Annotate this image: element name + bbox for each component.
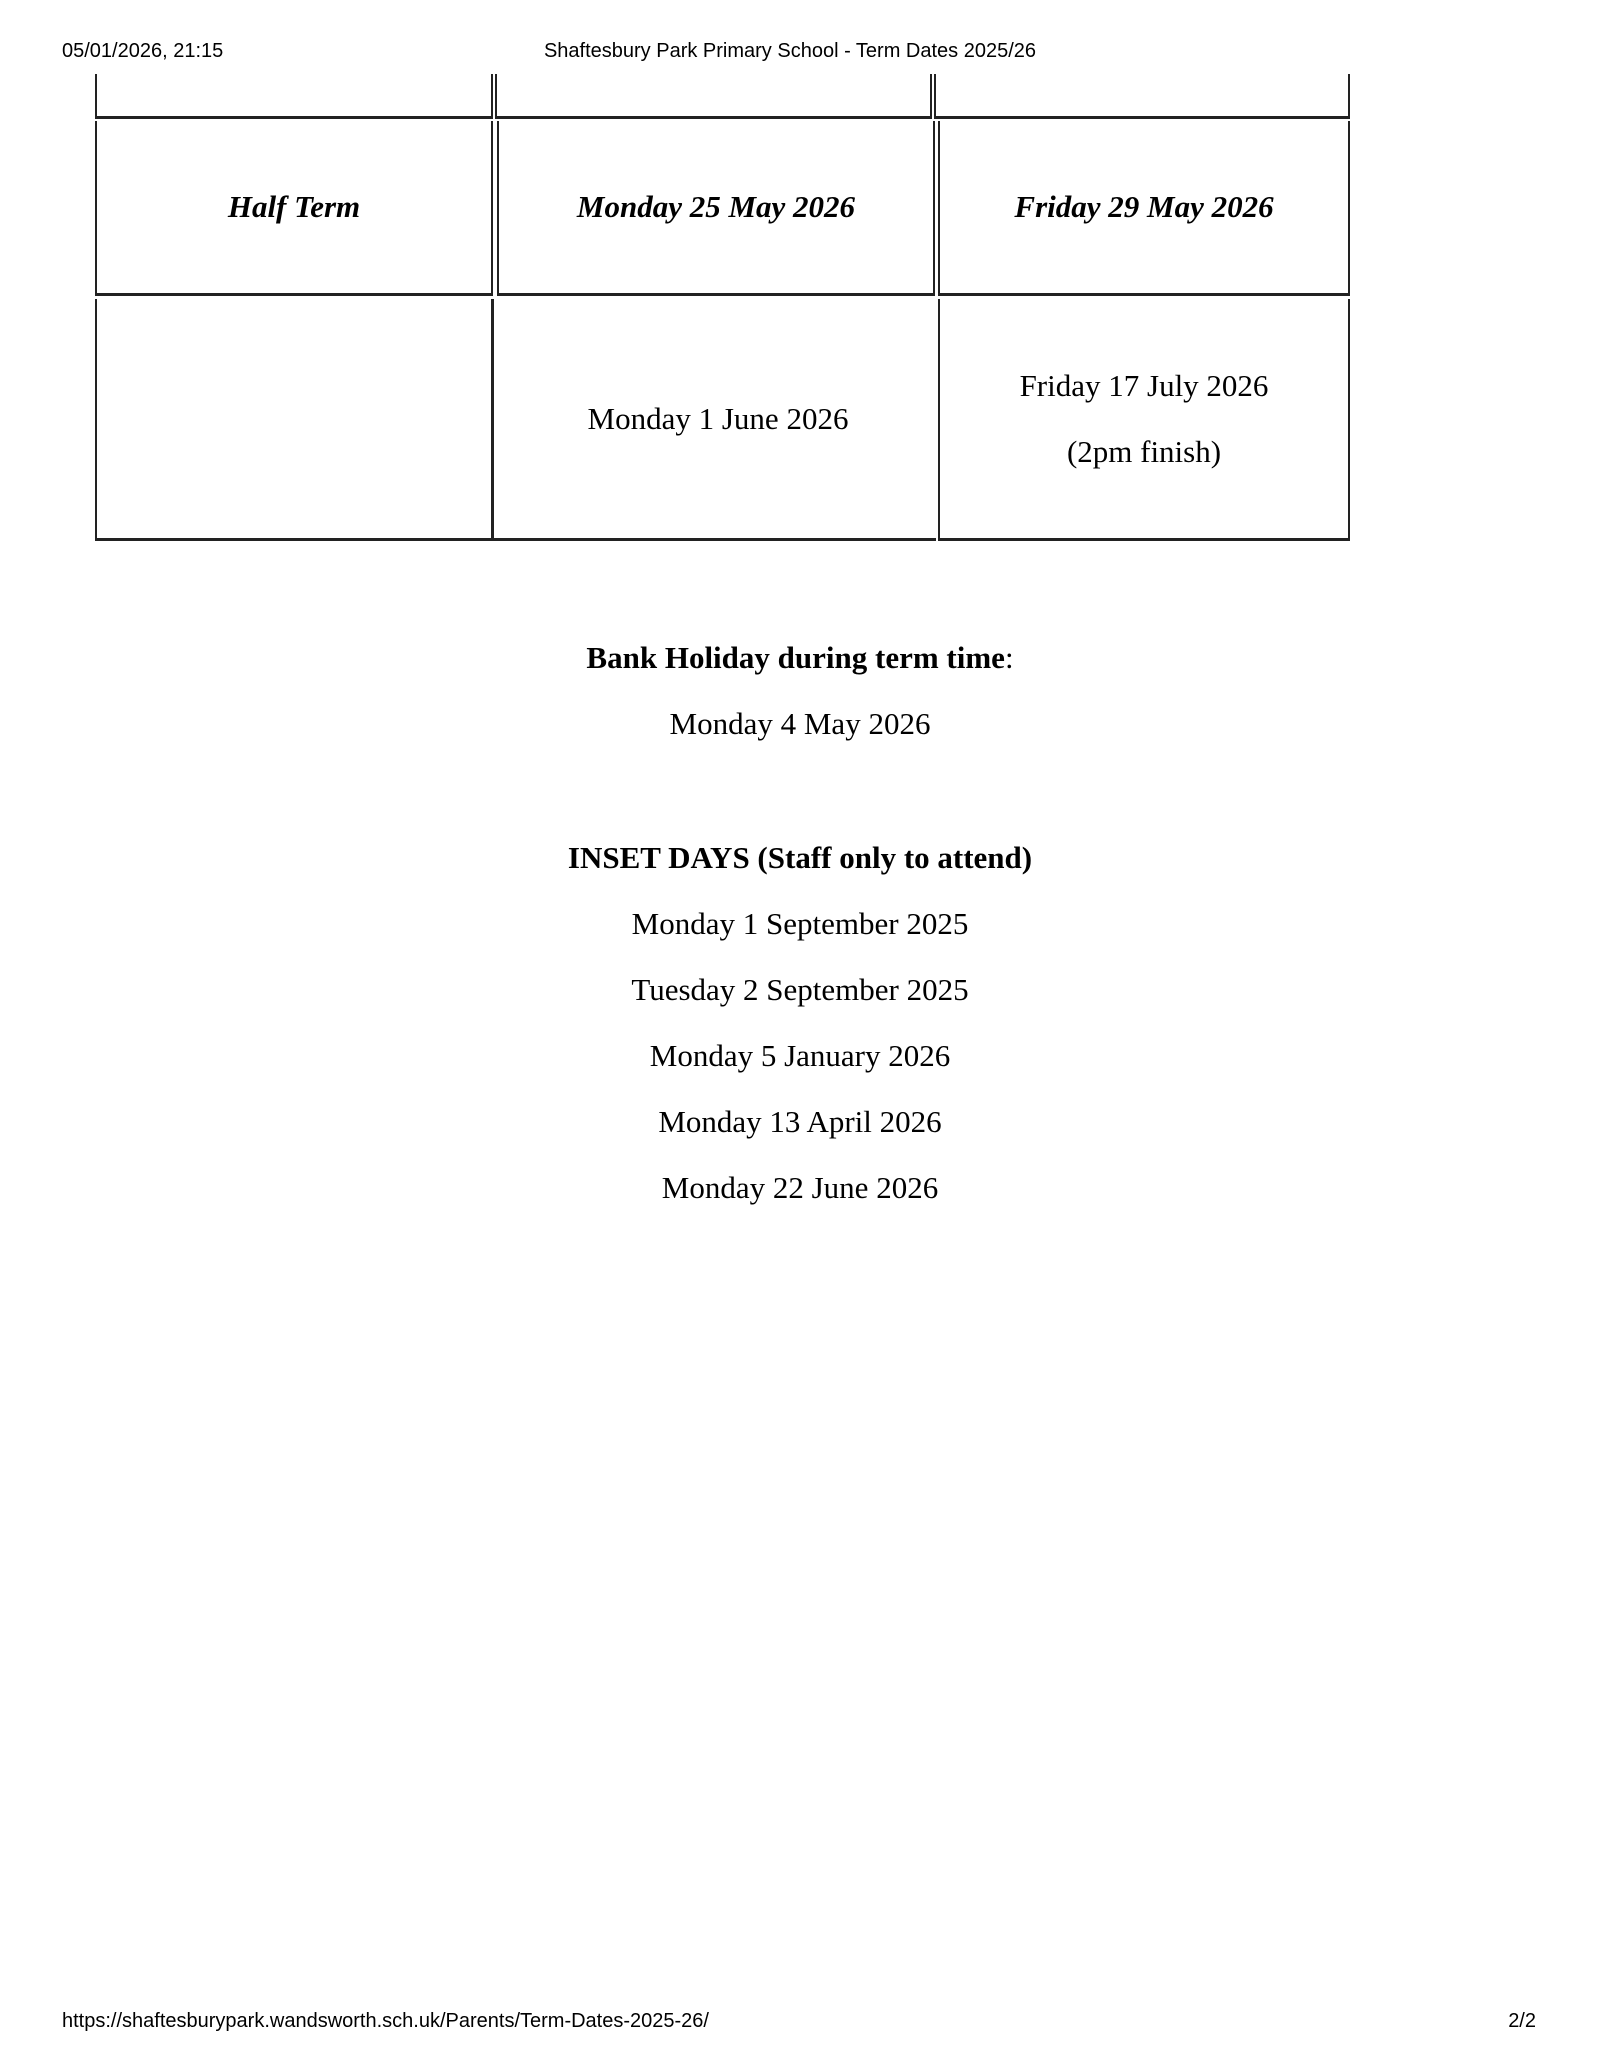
bank-holiday-heading-text: Bank Holiday during term time [586, 640, 1005, 675]
summer2-start-date: Monday 1 June 2026 [587, 400, 849, 436]
print-datetime: 05/01/2026, 21:15 [62, 40, 224, 62]
bank-holiday-section [0, 625, 1600, 757]
summer2-end-note: (2pm finish) [1066, 433, 1222, 469]
table-cell-row0-start [495, 74, 932, 119]
print-url: https://shaftesburypark.wandsworth.sch.uk/Parents/Term-Dates-2025-26/ [62, 2010, 709, 2032]
page-title-text: Shaftesbury Park Primary School - Term Dates 2025/26 [543, 40, 1037, 62]
table-row-summer2-start [492, 299, 936, 541]
inset-day-item: Monday 5 January 2026 [649, 1038, 951, 1073]
inset-days-heading: INSET DAYS (Staff only to attend) [567, 840, 1033, 875]
bank-holiday-date: Monday 4 May 2026 [669, 706, 931, 741]
half-term-label: Half Term [227, 189, 361, 224]
inset-day-item: Monday 1 September 2025 [631, 906, 969, 941]
bank-holiday-heading-colon: : [1004, 640, 1014, 675]
page-number: 2/2 [1508, 2010, 1536, 2032]
half-term-start-date: Monday 25 May 2026 [576, 189, 856, 224]
table-row-half-term-label [95, 121, 493, 296]
summer2-end-date: Friday 17 July 2026 [1019, 367, 1269, 403]
table-row-half-term-end [938, 121, 1350, 296]
table-row-summer2-label [95, 299, 493, 541]
half-term-end-date: Friday 29 May 2026 [1014, 189, 1274, 224]
table-row-summer2-end [938, 299, 1350, 541]
inset-day-item: Tuesday 2 September 2025 [631, 972, 969, 1007]
bank-holiday-heading [0, 625, 1600, 691]
table-cell-row0-label [95, 74, 493, 119]
table-cell-row0-end [934, 74, 1350, 119]
inset-day-item: Monday 22 June 2026 [661, 1170, 939, 1205]
print-page-title [0, 40, 1600, 63]
inset-day-item: Monday 13 April 2026 [658, 1104, 942, 1139]
table-row-half-term-start [497, 121, 935, 296]
inset-days-section [0, 825, 1600, 1221]
